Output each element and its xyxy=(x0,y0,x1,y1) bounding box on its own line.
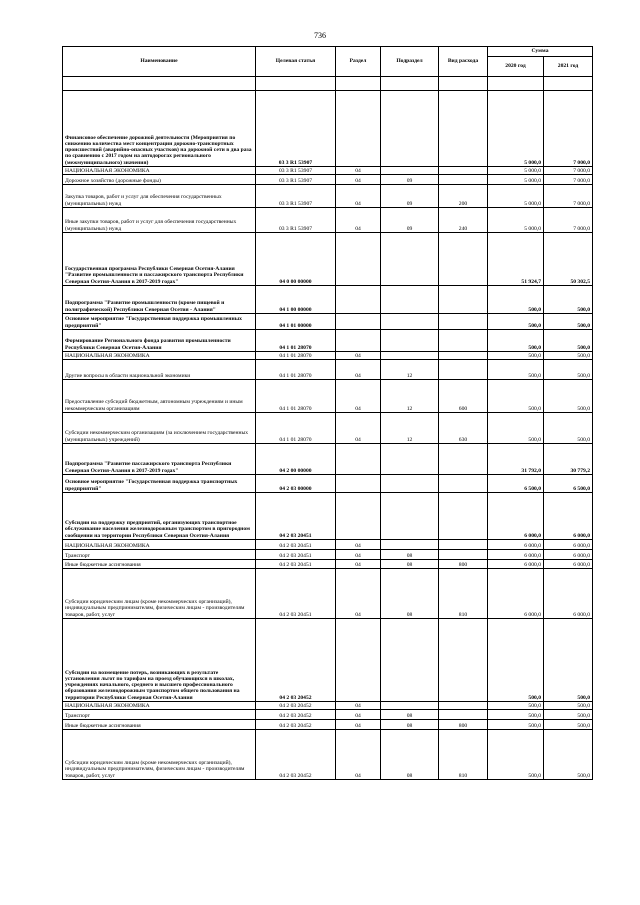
row-expense-type xyxy=(439,91,488,167)
row-expense-type: 630 xyxy=(439,413,488,444)
row-target: 04 1 01 28070 xyxy=(256,352,336,360)
row-name: Иные бюджетные ассигнования xyxy=(63,560,256,569)
table-row xyxy=(63,475,593,493)
row-name: Закупка товаров, работ и услуг для обеспечения государственных (муниципальных) нужд xyxy=(63,185,256,208)
row-name: Государственная программа Республики Северная Осетия-Алания "Развитие промышленности и пассажирского транспорта Республики Северная Осетия-Алания в 2017-2019 годах" xyxy=(63,233,256,286)
row-sum-2020: 500,0 xyxy=(488,380,544,413)
row-section: 04 xyxy=(336,208,381,233)
table-row xyxy=(63,720,593,730)
row-target: 04 2 00 00000 xyxy=(256,444,336,475)
table-row xyxy=(63,314,593,330)
header-year-2020: 2020 год xyxy=(488,57,544,77)
row-target: 04 2 03 20451 xyxy=(256,493,336,540)
row-subsection xyxy=(381,77,439,91)
table-row xyxy=(63,380,593,413)
row-sum-2020: 500,0 xyxy=(488,286,544,314)
row-expense-type xyxy=(439,167,488,175)
row-expense-type: 240 xyxy=(439,208,488,233)
table-row xyxy=(63,619,593,702)
page-number: 736 xyxy=(314,31,326,40)
row-name: НАЦИОНАЛЬНАЯ ЭКОНОМИКА xyxy=(63,167,256,175)
row-subsection: 08 xyxy=(381,569,439,619)
row-name: Предоставление субсидий бюджетным, автономным учреждениям и иным некоммерческим организациям xyxy=(63,380,256,413)
header-target: Целевая статья xyxy=(256,47,336,77)
row-subsection xyxy=(381,619,439,702)
row-target: 04 0 00 00000 xyxy=(256,233,336,286)
row-subsection: 12 xyxy=(381,360,439,380)
row-subsection: 09 xyxy=(381,208,439,233)
row-target: 04 2 03 20452 xyxy=(256,710,336,720)
row-name: Субсидии на поддержку предприятий, организующих транспортное обслуживание населения железнодорожным транспортом в пригородном сообщении на территории Республики Северная Осетия-Алания xyxy=(63,493,256,540)
row-section xyxy=(336,619,381,702)
row-subsection: 12 xyxy=(381,380,439,413)
row-sum-2021: 6 000,0 xyxy=(544,493,593,540)
row-expense-type xyxy=(439,493,488,540)
row-section xyxy=(336,286,381,314)
row-expense-type xyxy=(439,77,488,91)
row-sum-2020: 500,0 xyxy=(488,330,544,352)
table-header-row xyxy=(63,47,593,57)
row-section: 04 xyxy=(336,550,381,560)
row-sum-2020: 5 000,0 xyxy=(488,208,544,233)
header-year-2021: 2021 год xyxy=(544,57,593,77)
row-subsection: 08 xyxy=(381,730,439,780)
row-name: Другие вопросы в области национальной экономики xyxy=(63,360,256,380)
row-sum-2020: 500,0 xyxy=(488,360,544,380)
table-row xyxy=(63,286,593,314)
row-sum-2021: 500,0 xyxy=(544,702,593,710)
table-row xyxy=(63,569,593,619)
row-name: Финансовое обеспечение дорожной деятельности (Мероприятия по снижению количества мест концентрации дорожно-транспортных происшествий (аварийно-опасных участков) на дорожной сети в два раза по сравнению с 2017 годом на автодорогах регионального (межмуниципального) значения) xyxy=(63,91,256,167)
table-row xyxy=(63,352,593,360)
row-sum-2020: 5 000,0 xyxy=(488,175,544,185)
row-sum-2020: 6 000,0 xyxy=(488,493,544,540)
row-expense-type xyxy=(439,619,488,702)
row-section: 04 xyxy=(336,569,381,619)
row-sum-2020: 6 000,0 xyxy=(488,569,544,619)
row-sum-2021: 7 000,0 xyxy=(544,91,593,167)
row-expense-type xyxy=(439,330,488,352)
row-name: НАЦИОНАЛЬНАЯ ЭКОНОМИКА xyxy=(63,702,256,710)
row-sum-2020: 500,0 xyxy=(488,352,544,360)
row-section xyxy=(336,330,381,352)
row-section: 04 xyxy=(336,380,381,413)
row-name: Иные закупки товаров, работ и услуг для обеспечения государственных (муниципальных) нужд xyxy=(63,208,256,233)
row-subsection xyxy=(381,475,439,493)
table-row xyxy=(63,540,593,550)
row-target: 04 1 01 28070 xyxy=(256,360,336,380)
row-expense-type xyxy=(439,540,488,550)
table-row xyxy=(63,560,593,569)
row-sum-2020: 5 000,0 xyxy=(488,185,544,208)
row-sum-2021: 500,0 xyxy=(544,730,593,780)
row-target xyxy=(256,77,336,91)
row-sum-2020: 51 924,7 xyxy=(488,233,544,286)
table-row xyxy=(63,702,593,710)
row-section xyxy=(336,233,381,286)
row-sum-2020: 500,0 xyxy=(488,710,544,720)
row-section: 04 xyxy=(336,360,381,380)
row-name: Подпрограмма "Развитие промышленности (кроме пищевой и полиграфической) Республики Северная Осетия - Алания" xyxy=(63,286,256,314)
table-row xyxy=(63,493,593,540)
row-expense-type: 810 xyxy=(439,569,488,619)
row-section: 04 xyxy=(336,710,381,720)
row-name: Подпрограмма "Развитие пассажирского транспорта Республики Северная Осетия-Алания в 2017-2019 годах" xyxy=(63,444,256,475)
row-subsection xyxy=(381,314,439,330)
row-name: Основное мероприятие "Государственная поддержка промышленных предприятий" xyxy=(63,314,256,330)
row-sum-2021: 500,0 xyxy=(544,720,593,730)
row-section: 04 xyxy=(336,352,381,360)
row-expense-type xyxy=(439,175,488,185)
row-section: 04 xyxy=(336,720,381,730)
budget-table xyxy=(62,46,593,780)
row-section: 04 xyxy=(336,702,381,710)
row-sum-2021: 30 779,2 xyxy=(544,444,593,475)
row-subsection: 08 xyxy=(381,710,439,720)
row-expense-type xyxy=(439,444,488,475)
row-target: 03 3 R1 53907 xyxy=(256,167,336,175)
row-subsection xyxy=(381,233,439,286)
table-body xyxy=(63,77,593,780)
row-sum-2020: 31 792,0 xyxy=(488,444,544,475)
row-section: 04 xyxy=(336,167,381,175)
row-expense-type xyxy=(439,233,488,286)
row-target: 04 2 03 20451 xyxy=(256,560,336,569)
row-sum-2020: 5 000,0 xyxy=(488,167,544,175)
row-section xyxy=(336,493,381,540)
row-sum-2021: 7 000,0 xyxy=(544,167,593,175)
row-subsection xyxy=(381,702,439,710)
row-subsection xyxy=(381,91,439,167)
row-sum-2021: 500,0 xyxy=(544,380,593,413)
table-row xyxy=(63,710,593,720)
row-name: Транспорт xyxy=(63,550,256,560)
row-sum-2021: 6 000,0 xyxy=(544,560,593,569)
row-section: 04 xyxy=(336,540,381,550)
row-sum-2020: 500,0 xyxy=(488,720,544,730)
row-sum-2021: 500,0 xyxy=(544,330,593,352)
row-expense-type xyxy=(439,550,488,560)
row-expense-type xyxy=(439,702,488,710)
row-target: 03 3 R1 53907 xyxy=(256,185,336,208)
row-section: 04 xyxy=(336,175,381,185)
row-subsection xyxy=(381,444,439,475)
row-sum-2021: 500,0 xyxy=(544,413,593,444)
row-expense-type: 810 xyxy=(439,730,488,780)
row-target: 04 1 01 28070 xyxy=(256,380,336,413)
table-row xyxy=(63,330,593,352)
row-name: Субсидии некоммерческим организациям (за исключением государственных (муниципальных) учреждений) xyxy=(63,413,256,444)
header-expense-type: Вид расхода xyxy=(439,47,488,77)
row-target: 04 2 03 20451 xyxy=(256,569,336,619)
row-name: Транспорт xyxy=(63,710,256,720)
row-target: 04 1 01 00000 xyxy=(256,314,336,330)
row-subsection: 08 xyxy=(381,550,439,560)
row-sum-2021: 500,0 xyxy=(544,360,593,380)
row-name: НАЦИОНАЛЬНАЯ ЭКОНОМИКА xyxy=(63,352,256,360)
row-sum-2021: 500,0 xyxy=(544,286,593,314)
table-row xyxy=(63,167,593,175)
row-target: 04 1 01 28070 xyxy=(256,330,336,352)
row-name: Субсидии на возмещение потерь, возникающих в результате установления льгот по тарифам на проезд обучающихся в школах, учреждениях начального, среднего и высшего профессионального образования железнодорожным транспортом общего пользования на территории Республики Северная Осетия-Алания xyxy=(63,619,256,702)
row-sum-2020: 500,0 xyxy=(488,730,544,780)
row-sum-2021: 7 000,0 xyxy=(544,208,593,233)
row-subsection: 09 xyxy=(381,175,439,185)
row-sum-2021: 500,0 xyxy=(544,619,593,702)
row-target: 03 3 R1 53907 xyxy=(256,91,336,167)
row-target: 04 2 03 20452 xyxy=(256,702,336,710)
row-subsection xyxy=(381,330,439,352)
row-sum-2020: 6 500,0 xyxy=(488,475,544,493)
table-row xyxy=(63,233,593,286)
row-sum-2020: 6 000,0 xyxy=(488,540,544,550)
table-row xyxy=(63,550,593,560)
row-target: 04 2 03 20451 xyxy=(256,540,336,550)
row-name: Дорожное хозяйство (дорожные фонды) xyxy=(63,175,256,185)
table-row xyxy=(63,208,593,233)
row-subsection xyxy=(381,286,439,314)
row-sum-2020: 6 000,0 xyxy=(488,550,544,560)
row-sum-2021 xyxy=(544,77,593,91)
row-section xyxy=(336,91,381,167)
row-target: 03 3 R1 53907 xyxy=(256,175,336,185)
table-row xyxy=(63,185,593,208)
row-expense-type xyxy=(439,360,488,380)
row-subsection: 08 xyxy=(381,720,439,730)
row-sum-2021: 50 302,5 xyxy=(544,233,593,286)
table-row xyxy=(63,730,593,780)
header-section: Раздел xyxy=(336,47,381,77)
row-expense-type: 600 xyxy=(439,380,488,413)
row-target: 04 2 03 20452 xyxy=(256,720,336,730)
row-sum-2021: 7 000,0 xyxy=(544,175,593,185)
header-subsection: Подраздел xyxy=(381,47,439,77)
row-sum-2020: 500,0 xyxy=(488,619,544,702)
row-sum-2021: 500,0 xyxy=(544,710,593,720)
row-target: 04 2 03 00000 xyxy=(256,475,336,493)
row-sum-2021: 6 000,0 xyxy=(544,540,593,550)
row-section: 04 xyxy=(336,413,381,444)
row-sum-2021: 6 000,0 xyxy=(544,550,593,560)
table-row xyxy=(63,77,593,91)
row-subsection xyxy=(381,493,439,540)
row-sum-2021: 500,0 xyxy=(544,352,593,360)
header-name: Наименование xyxy=(63,47,256,77)
row-sum-2021: 500,0 xyxy=(544,314,593,330)
row-section xyxy=(336,314,381,330)
row-section: 04 xyxy=(336,185,381,208)
table-row xyxy=(63,360,593,380)
table-row xyxy=(63,175,593,185)
row-sum-2020: 500,0 xyxy=(488,314,544,330)
row-expense-type xyxy=(439,352,488,360)
row-sum-2020 xyxy=(488,77,544,91)
row-expense-type: 800 xyxy=(439,720,488,730)
row-target: 03 3 R1 53907 xyxy=(256,208,336,233)
row-sum-2020: 500,0 xyxy=(488,413,544,444)
row-target: 04 2 03 20451 xyxy=(256,550,336,560)
table-row xyxy=(63,413,593,444)
row-section: 04 xyxy=(336,560,381,569)
row-sum-2020: 6 000,0 xyxy=(488,560,544,569)
row-section xyxy=(336,475,381,493)
row-expense-type xyxy=(439,286,488,314)
row-expense-type xyxy=(439,314,488,330)
row-sum-2021: 7 000,0 xyxy=(544,185,593,208)
row-sum-2020: 500,0 xyxy=(488,702,544,710)
table-row xyxy=(63,91,593,167)
row-subsection xyxy=(381,352,439,360)
header-sum: Сумма xyxy=(488,47,593,57)
row-subsection: 09 xyxy=(381,185,439,208)
row-sum-2020: 5 000,0 xyxy=(488,91,544,167)
row-subsection xyxy=(381,167,439,175)
row-name: Субсидии юридическим лицам (кроме некоммерческих организаций), индивидуальным предпринимателям, физическим лицам - производителям товаров, работ, услуг xyxy=(63,569,256,619)
row-target: 04 2 03 20452 xyxy=(256,730,336,780)
row-subsection xyxy=(381,540,439,550)
row-sum-2021: 6 000,0 xyxy=(544,569,593,619)
row-expense-type: 800 xyxy=(439,560,488,569)
row-expense-type xyxy=(439,475,488,493)
row-expense-type: 200 xyxy=(439,185,488,208)
row-sum-2021: 6 500,0 xyxy=(544,475,593,493)
row-subsection: 12 xyxy=(381,413,439,444)
row-subsection: 08 xyxy=(381,560,439,569)
row-target: 04 1 00 00000 xyxy=(256,286,336,314)
row-name: НАЦИОНАЛЬНАЯ ЭКОНОМИКА xyxy=(63,540,256,550)
row-section xyxy=(336,77,381,91)
row-name xyxy=(63,77,256,91)
row-section xyxy=(336,444,381,475)
row-name: Иные бюджетные ассигнования xyxy=(63,720,256,730)
table-row xyxy=(63,444,593,475)
row-name: Субсидии юридическим лицам (кроме некоммерческих организаций), индивидуальным предпринимателям, физическим лицам - производителям товаров, работ, услуг xyxy=(63,730,256,780)
row-name: Формирование Регионального фонда развития промышленности Республики Северная Осетия-Алания xyxy=(63,330,256,352)
row-section: 04 xyxy=(336,730,381,780)
row-expense-type xyxy=(439,710,488,720)
row-name: Основное мероприятие "Государственная поддержка транспортных предприятий" xyxy=(63,475,256,493)
row-target: 04 1 01 28070 xyxy=(256,413,336,444)
row-target: 04 2 03 20452 xyxy=(256,619,336,702)
